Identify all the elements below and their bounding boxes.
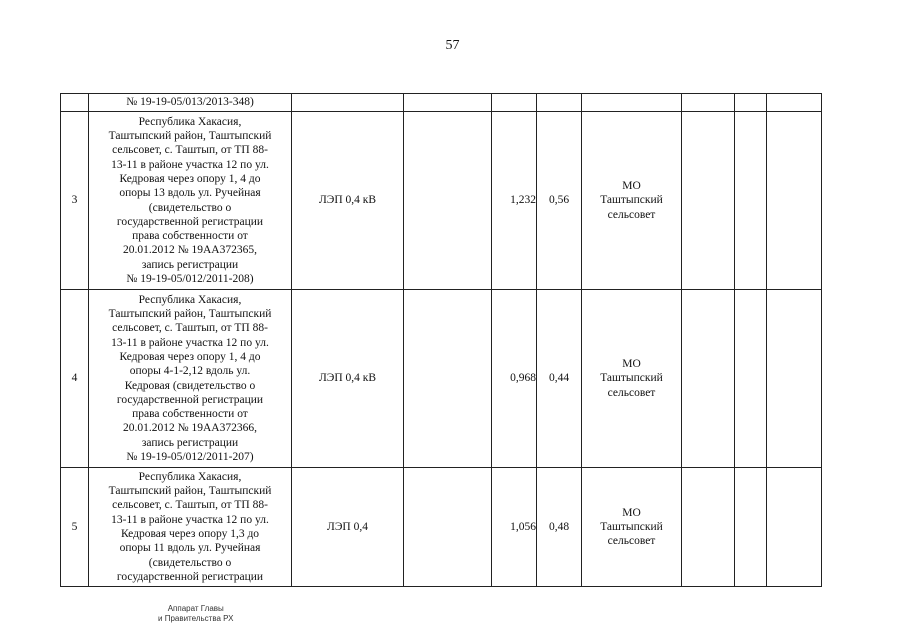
description-cell: [89, 112, 292, 290]
table-row: [61, 468, 822, 587]
row-number-cell: 3: [61, 112, 89, 290]
description-line: Таштыпский район, Таштыпский: [108, 485, 272, 498]
description-line: Таштыпский район, Таштыпский: [108, 308, 272, 321]
description-line: опоры 13 вдоль ул. Ручейная: [119, 187, 261, 200]
row-number-cell: [61, 94, 89, 112]
object-type-cell: [292, 94, 404, 112]
description-line: Республика Хакасия,: [138, 115, 242, 128]
owner-line: Таштыпский: [600, 372, 663, 385]
length-cell: 1,056: [492, 468, 537, 587]
empty-cell: [735, 290, 767, 468]
description-line: № 19-19-05/012/2011-208): [126, 272, 254, 285]
owner-line: Таштыпский: [600, 194, 663, 207]
stamp-line-2: и Правительства РХ: [158, 614, 234, 623]
empty-cell: [404, 112, 492, 290]
description-line: Республика Хакасия,: [138, 293, 242, 306]
description-line: Кедровая (свидетельство о: [124, 379, 256, 392]
area-cell: [537, 94, 582, 112]
owner-line: МО: [622, 180, 641, 193]
description-line: 13-11 в районе участка 12 по ул.: [111, 158, 269, 171]
description-line: опоры 11 вдоль ул. Ручейная: [119, 542, 261, 555]
table-row: [61, 94, 822, 112]
description-cell: [89, 94, 292, 112]
description-line: Кедровая через опору 1,3 до: [120, 528, 260, 540]
empty-cell: [682, 468, 735, 587]
owner-cell: [582, 290, 682, 468]
empty-cell: [404, 468, 492, 587]
empty-cell: [735, 112, 767, 290]
description-line: опоры 4-1-2,12 вдоль ул.: [129, 365, 251, 378]
object-type-cell: ЛЭП 0,4: [292, 468, 404, 587]
empty-cell: [404, 290, 492, 468]
description-line: государственной регистрации: [116, 215, 264, 228]
owner-line: сельсовет: [607, 208, 656, 221]
description-line: (свидетельство о: [148, 201, 232, 214]
object-type-cell: ЛЭП 0,4 кВ: [292, 112, 404, 290]
owner-line: МО: [622, 506, 641, 519]
table-body: [61, 94, 822, 587]
row-number-cell: 4: [61, 290, 89, 468]
empty-cell: [735, 94, 767, 112]
length-cell: 0,968: [492, 290, 537, 468]
empty-cell: [682, 112, 735, 290]
empty-cell: [682, 290, 735, 468]
object-type-cell: ЛЭП 0,4 кВ: [292, 290, 404, 468]
length-cell: 1,232: [492, 112, 537, 290]
description-line: права собственности от: [132, 408, 248, 421]
property-registry-table: [60, 93, 822, 587]
description-line: права собственности от: [132, 230, 248, 243]
area-cell: 0,48: [537, 468, 582, 587]
empty-cell: [767, 112, 822, 290]
owner-cell: [582, 94, 682, 112]
stamp-line-1: Аппарат Главы: [167, 604, 224, 613]
description-line: 20.01.2012 № 19АА372366,: [123, 422, 257, 435]
page-number: 57: [445, 38, 460, 53]
description-line: 20.01.2012 № 19АА372365,: [123, 244, 257, 257]
description-line: 13-11 в районе участка 12 по ул.: [111, 336, 269, 349]
description-line: государственной регистрации: [116, 393, 264, 406]
owner-line: Таштыпский: [600, 520, 663, 533]
empty-cell: [404, 94, 492, 112]
owner-cell: [582, 112, 682, 290]
description-line: Кедровая через опору 1, 4 до: [119, 350, 261, 363]
description-line: Таштыпский район, Таштыпский: [108, 130, 272, 143]
table-row: [61, 112, 822, 290]
area-cell: 0,44: [537, 290, 582, 468]
empty-cell: [682, 94, 735, 112]
description-line: № 19-19-05/013/2013-348): [126, 96, 254, 109]
description-line: сельсовет, с. Таштып, от ТП 88-: [112, 144, 268, 157]
description-line: 13-11 в районе участка 12 по ул.: [111, 513, 269, 526]
description-line: сельсовет, с. Таштып, от ТП 88-: [112, 322, 268, 335]
row-number-cell: 5: [61, 468, 89, 587]
area-cell: 0,56: [537, 112, 582, 290]
owner-line: МО: [622, 358, 641, 371]
description-line: Республика Хакасия,: [138, 470, 242, 483]
empty-cell: [735, 468, 767, 587]
description-line: сельсовет, с. Таштып, от ТП 88-: [112, 499, 268, 512]
description-line: (свидетельство о: [148, 556, 232, 569]
empty-cell: [767, 94, 822, 112]
owner-cell: [582, 468, 682, 587]
length-cell: [492, 94, 537, 112]
description-cell: [89, 468, 292, 587]
empty-cell: [767, 290, 822, 468]
description-line: запись регистрации: [141, 258, 239, 271]
owner-line: сельсовет: [607, 386, 656, 399]
description-line: Кедровая через опору 1, 4 до: [119, 172, 261, 185]
description-cell: [89, 290, 292, 468]
owner-line: сельсовет: [607, 535, 656, 548]
empty-cell: [767, 468, 822, 587]
description-line: государственной регистрации: [116, 570, 264, 583]
office-stamp: [158, 604, 233, 624]
table-row: [61, 290, 822, 468]
description-line: запись регистрации: [141, 436, 239, 449]
description-line: № 19-19-05/012/2011-207): [126, 450, 254, 463]
